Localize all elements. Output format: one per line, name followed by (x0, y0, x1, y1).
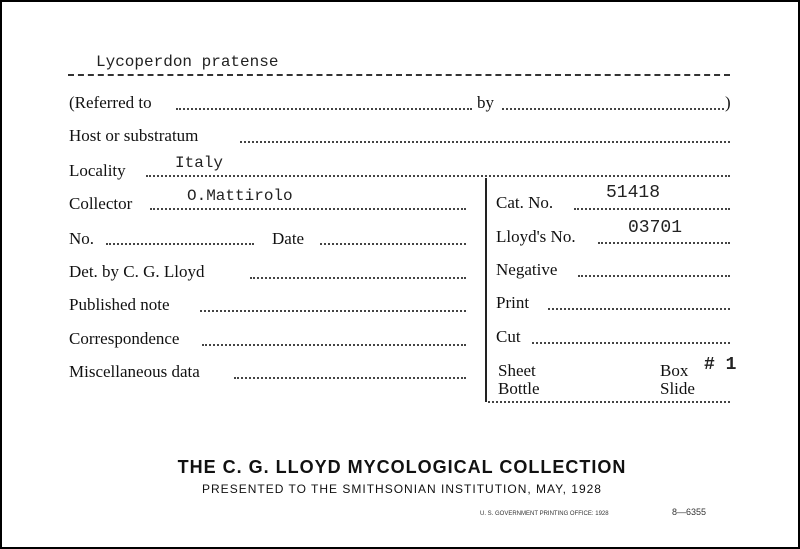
catalog-box-bottom (488, 401, 730, 403)
close-paren: ) (725, 93, 731, 112)
misc-label: Miscellaneous data (69, 362, 200, 381)
cat-no-label: Cat. No. (496, 193, 554, 212)
locality-value: Italy (175, 154, 224, 172)
collection-subtitle: PRESENTED TO THE SMITHSONIAN INSTITUTION, MAY, 1928 (202, 482, 602, 496)
print-label: Print (496, 293, 530, 312)
correspondence-field (202, 344, 466, 346)
correspondence-label: Correspondence (69, 329, 180, 348)
negative-label: Negative (496, 260, 558, 279)
collector-field (150, 208, 466, 210)
catalog-box-border (485, 178, 487, 402)
by-label: by (477, 93, 494, 112)
sheet-label: Sheet (498, 361, 536, 380)
slide-label: Slide (660, 379, 695, 398)
referred-to-field (176, 108, 472, 110)
det-label: Det. by C. G. Lloyd (69, 262, 205, 281)
specimen-card (2, 2, 798, 547)
no-field (106, 243, 254, 245)
print-field (548, 308, 730, 310)
published-note-field (200, 310, 466, 312)
form-number: 8—6355 (672, 507, 707, 517)
species-underline (68, 74, 730, 76)
collection-title: THE C. G. LLOYD MYCOLOGICAL COLLECTION (177, 457, 627, 477)
referred-to-label: (Referred to (69, 93, 152, 112)
misc-field (234, 377, 466, 379)
no-label: No. (69, 229, 95, 248)
box-number-value: # 1 (704, 355, 737, 375)
by-field (502, 108, 724, 110)
cat-no-value: 51418 (606, 183, 661, 203)
bottle-label: Bottle (498, 379, 540, 398)
date-label: Date (272, 229, 305, 248)
lloyd-no-label: Lloyd's No. (496, 227, 576, 246)
negative-field (578, 275, 730, 277)
box-label: Box (660, 361, 689, 380)
printer-imprint: U. S. GOVERNMENT PRINTING OFFICE: 1928 (480, 511, 609, 517)
collector-value: O.Mattirolo (187, 187, 293, 205)
published-note-label: Published note (69, 295, 170, 314)
lloyd-no-value: 03701 (628, 218, 683, 238)
cut-field (532, 342, 730, 344)
date-field (320, 243, 466, 245)
host-field (240, 141, 730, 143)
locality-label: Locality (69, 161, 126, 180)
cat-no-field (574, 208, 730, 210)
species-name: Lycoperdon pratense (96, 53, 279, 71)
lloyd-no-field (598, 242, 730, 244)
locality-field (146, 175, 730, 177)
host-label: Host or substratum (69, 126, 199, 145)
det-field (250, 277, 466, 279)
cut-label: Cut (496, 327, 521, 346)
collector-label: Collector (69, 194, 133, 213)
